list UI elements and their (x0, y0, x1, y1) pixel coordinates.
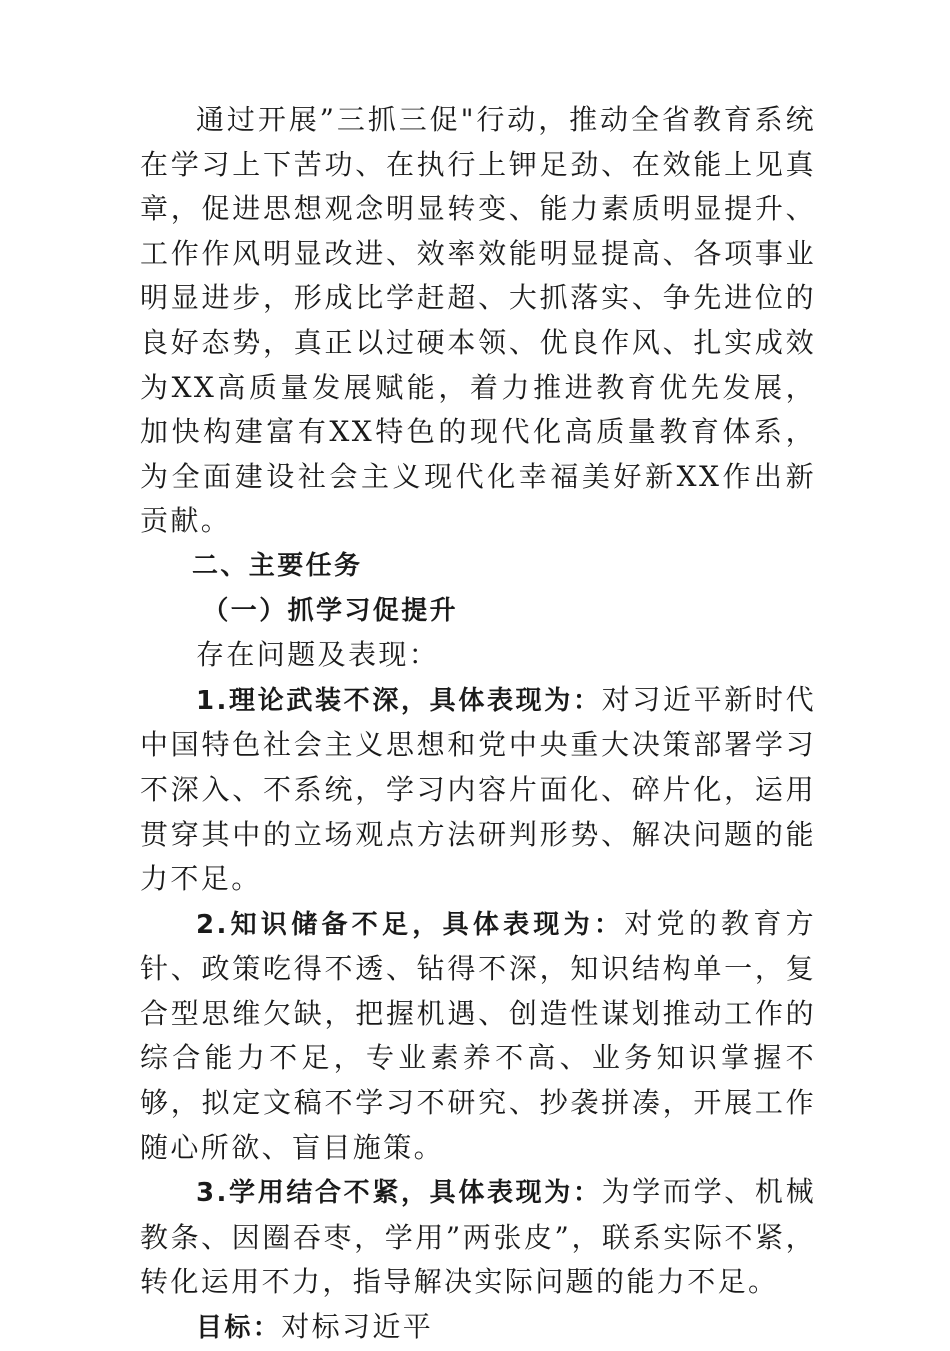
problem-item-1-body: 对习近平新时代中国特色社会主义思想和党中央重大决策部署学习不深入、不系统，学习内容片面化、碎片化，运用贯穿其中的立场观点方法研判形势、解决问题的能力不足。 (140, 682, 816, 896)
problems-intro: 存在问题及表现： (196, 638, 440, 672)
section-heading: 二、主要任务 (192, 550, 363, 581)
intro-paragraph (140, 98, 816, 544)
goal-lead: 目标： (196, 1313, 282, 1344)
problem-item-1-lead: 1.理论武装不深，具体表现为： (196, 685, 602, 716)
document-body (140, 98, 816, 1351)
problem-item-2 (140, 902, 816, 1171)
problem-item-3-body: 为学而学、机械教条、因圈吞枣，学用”两张皮”，联系实际不紧，转化运用不力，指导解决实际问题的能力不足。 (140, 1175, 816, 1299)
problem-item-3-lead: 3.学用结合不紧，具体表现为： (196, 1178, 602, 1209)
subsection-heading: （一）抓学习促提升 (202, 595, 458, 626)
problem-item-2-body: 对党的教育方针、政策吃得不透、钻得不深，知识结构单一，复合型思维欠缺，把握机遇、创造性谋划推动工作的综合能力不足，专业素养不高、业务知识掌握不够，拟定文稿不学习不研究、抄袭拼凑，开展工作随心所欲、盲目施策。 (140, 906, 816, 1164)
problem-item-1 (140, 678, 816, 902)
problem-item-3 (140, 1170, 816, 1305)
intro-paragraph-text: 通过开展”三抓三促"行动，推动全省教育系统在学习上下苦功、在执行上钾足劲、在效能上见真章，促进思想观念明显转变、能力素质明显提升、工作作风明显改进、效率效能明显提高、各项事业明显进步，形成比学赶超、大抓落实、争先进位的良好态势，真正以过硬本领、优良作风、扎实成效为XX高质量发展赋能，着力推进教育优先发展，加快构建富有XX特色的现代化高质量教育体系，为全面建设社会主义现代化幸福美好新XX作出新贡献。 (140, 103, 816, 538)
problem-item-2-lead: 2.知识储备不足，具体表现为： (196, 909, 625, 940)
goal-body: 对标习近平 (281, 1310, 434, 1344)
